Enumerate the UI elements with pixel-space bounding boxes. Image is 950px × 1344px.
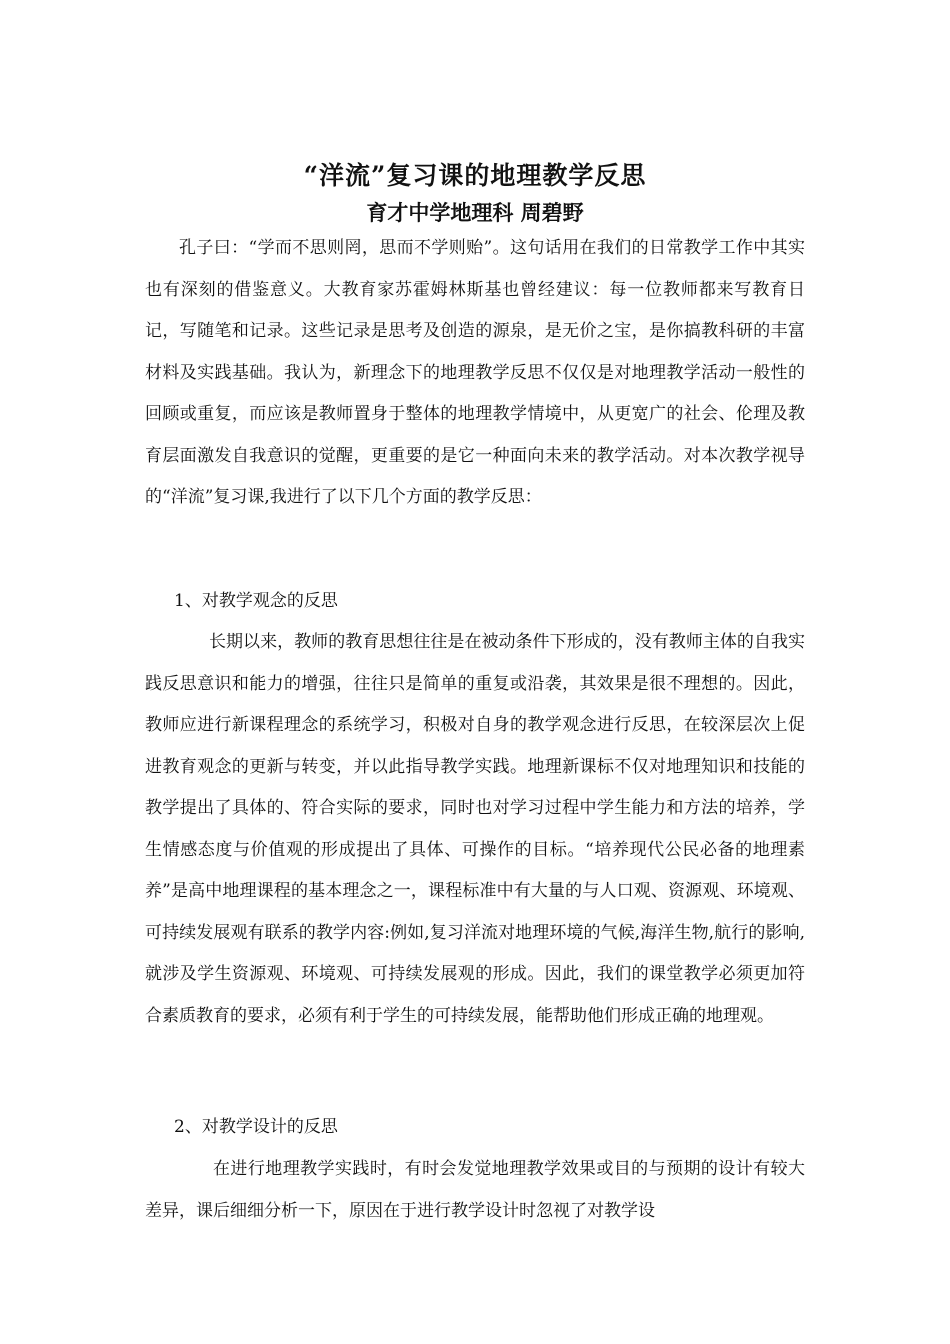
section-1-paragraph: 长期以来，教师的教育思想往往是在被动条件下形成的，没有教师主体的自我实践反思意识和能力的增强，往往只是简单的重复或沿袭，其效果是很不理想的。因此，教师应进行新课程理念的系统学习，积极对自身的教学观念进行反思，在较深层次上促进教育观念的更新与转变，并以此指导教学实践。地理新课标不仅对地理知识和技能的教学提出了具体的、符合实际的要求，同时也对学习过程中学生能力和方法的培养，学生情感态度与价值观的形成提出了具体、可操作的目标。“培养现代公民必备的地理素养”是高中地理课程的基本理念之一，课程标准中有大量的与人口观、资源观、环境观、可持续发展观有联系的教学内容:例如,复习洋流对地理环境的气候,海洋生物,航行的影响,就涉及学生资源观、环境观、可持续发展观的形成。因此，我们的课堂教学必须更加符合素质教育的要求，必须有利于学生的可持续发展，能帮助他们形成正确的地理观。 [145, 632, 805, 1026]
document-title: “洋流”复习课的地理教学反思 [303, 161, 647, 190]
section-1-heading: 1、对教学观念的反思 [174, 591, 338, 611]
section-2-paragraph: 在进行地理教学实践时，有时会发觉地理教学效果或目的与预期的设计有较大差异，课后细细分析一下，原因在于进行教学设计时忽视了对教学设 [145, 1159, 805, 1221]
section-2-heading: 2、对教学设计的反思 [174, 1117, 338, 1137]
document-author: 育才中学地理科 周碧野 [366, 200, 584, 225]
intro-paragraph: 孔子曰：“学而不思则罔，思而不学则贻”。这句话用在我们的日常教学工作中其实也有深刻的借鉴意义。大教育家苏霍姆林斯基也曾经建议：每一位教师都来写教育日记，写随笔和记录。这些记录是思考及创造的源泉，是无价之宝，是你搞教科研的丰富材料及实践基础。我认为，新理念下的地理教学反思不仅仅是对地理教学活动一般性的回顾或重复，而应该是教师置身于整体的地理教学情境中，从更宽广的社会、伦理及教育层面激发自我意识的觉醒，更重要的是它一种面向未来的教学活动。对本次教学视导的“洋流”复习课,我进行了以下几个方面的教学反思： [145, 238, 805, 507]
